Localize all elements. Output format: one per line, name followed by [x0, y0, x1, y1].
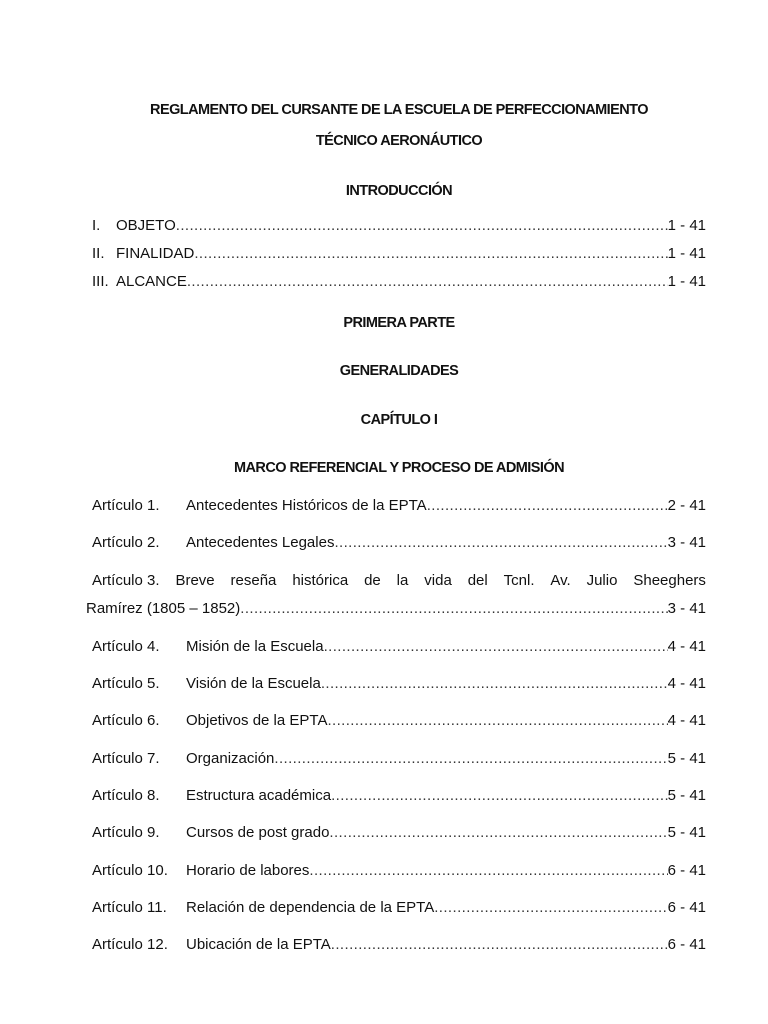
toc-article-title-word: Breve	[175, 572, 215, 589]
toc-article-number: Artículo 4.	[92, 638, 160, 655]
toc-leader-dots	[176, 215, 668, 237]
toc-article-number: Artículo 12.	[92, 936, 168, 953]
toc-page-ref: 6 - 41	[667, 899, 706, 916]
toc-article-title-continuation: Ramírez (1805 – 1852)	[86, 600, 241, 617]
toc-article-title: Relación de dependencia de la EPTA	[186, 899, 435, 916]
toc-page-ref: 6 - 41	[667, 862, 706, 879]
toc-article-item[interactable]	[92, 636, 706, 658]
toc-page-ref: 3 - 41	[667, 600, 706, 617]
toc-leader-dots	[329, 822, 667, 844]
toc-article-number: Artículo 7.	[92, 750, 160, 767]
toc-page-ref: 6 - 41	[667, 936, 706, 953]
toc-article-title: Antecedentes Históricos de la EPTA	[186, 497, 427, 514]
toc-page-ref: 1 - 41	[667, 273, 706, 290]
toc-leader-dots	[331, 934, 668, 956]
toc-article-item-wrapped[interactable]	[92, 570, 706, 592]
toc-leader-dots	[187, 271, 668, 293]
toc-item-title: OBJETO	[116, 217, 176, 234]
toc-article-title: Organización	[186, 750, 275, 767]
toc-article-item[interactable]	[92, 822, 706, 844]
document-title-line-1: REGLAMENTO DEL CURSANTE DE LA ESCUELA DE PERFECCIONAMIENTO	[150, 102, 648, 118]
toc-intro-item[interactable]	[92, 271, 706, 293]
toc-article-title-word: Julio	[586, 572, 618, 589]
toc-article-number: Artículo 9.	[92, 824, 160, 841]
toc-article-number: Artículo 2.	[92, 534, 160, 551]
toc-article-title-word: vida	[424, 572, 452, 589]
toc-page-ref: 5 - 41	[667, 824, 706, 841]
toc-article-title-word: Tcnl.	[503, 572, 535, 589]
toc-article-title-word: histórica	[292, 572, 349, 589]
toc-article-item[interactable]	[92, 748, 706, 770]
toc-article-title-word: del	[467, 572, 488, 589]
toc-article-title-word: reseña	[230, 572, 277, 589]
toc-item-title: ALCANCE	[116, 273, 187, 290]
toc-article-number: Artículo 10.	[92, 862, 168, 879]
toc-page-ref: 4 - 41	[667, 638, 706, 655]
toc-page-ref: 2 - 41	[667, 497, 706, 514]
toc-article-item[interactable]	[92, 785, 706, 807]
toc-article-number: Artículo 1.	[92, 497, 160, 514]
toc-article-item[interactable]	[92, 532, 706, 554]
toc-item-number: II.	[92, 245, 105, 262]
toc-leader-dots	[194, 243, 667, 265]
toc-intro-item[interactable]	[92, 215, 706, 237]
introduction-heading: INTRODUCCIÓN	[345, 183, 453, 199]
toc-leader-dots	[324, 636, 668, 658]
toc-article-item[interactable]	[92, 710, 706, 732]
toc-article-title: Estructura académica	[186, 787, 332, 804]
toc-page-ref: 1 - 41	[667, 245, 706, 262]
chapter-title: MARCO REFERENCIAL Y PROCESO DE ADMISIÓN	[233, 460, 565, 476]
toc-article-title: Horario de labores	[186, 862, 310, 879]
toc-page-ref: 3 - 41	[667, 534, 706, 551]
toc-leader-dots	[327, 710, 667, 732]
toc-article-title: Cursos de post grado	[186, 824, 330, 841]
part-heading: PRIMERA PARTE	[343, 315, 455, 331]
toc-article-title: Antecedentes Legales	[186, 534, 335, 551]
toc-article-item[interactable]	[92, 897, 706, 919]
toc-page-ref: 1 - 41	[667, 217, 706, 234]
toc-article-item[interactable]	[92, 860, 706, 882]
part-subheading: GENERALIDADES	[339, 363, 459, 379]
chapter-heading: CAPÍTULO I	[360, 412, 438, 428]
toc-leader-dots	[274, 748, 667, 770]
toc-article-title-word: Av.	[550, 572, 571, 589]
toc-leader-dots	[434, 897, 667, 919]
toc-article-title-word: Sheeghers	[633, 572, 706, 589]
toc-article-number: Artículo 11.	[92, 899, 167, 916]
toc-leader-dots	[334, 532, 667, 554]
toc-page-ref: 5 - 41	[667, 787, 706, 804]
toc-item-title: FINALIDAD	[116, 245, 195, 262]
toc-article-title-word: la	[396, 572, 409, 589]
toc-page-ref: 4 - 41	[667, 712, 706, 729]
toc-intro-item[interactable]	[92, 243, 706, 265]
toc-article-item-continuation[interactable]	[86, 598, 706, 620]
toc-leader-dots	[240, 598, 667, 620]
toc-item-number: I.	[92, 217, 101, 234]
toc-article-item[interactable]	[92, 673, 706, 695]
toc-article-title: Misión de la Escuela	[186, 638, 324, 655]
toc-article-title: Objetivos de la EPTA	[186, 712, 328, 729]
toc-article-number: Artículo 6.	[92, 712, 160, 729]
toc-page-ref: 4 - 41	[667, 675, 706, 692]
document-title-line-2: TÉCNICO AERONÁUTICO	[315, 133, 483, 149]
toc-leader-dots	[331, 785, 668, 807]
toc-article-item[interactable]	[92, 934, 706, 956]
toc-item-number: III.	[92, 273, 109, 290]
toc-article-number: Artículo 5.	[92, 675, 160, 692]
document-page	[86, 0, 706, 1024]
toc-article-item[interactable]	[92, 495, 706, 517]
toc-article-title-word: de	[364, 572, 381, 589]
toc-article-number: Artículo 3.	[92, 572, 160, 589]
toc-leader-dots	[427, 495, 668, 517]
toc-page-ref: 5 - 41	[667, 750, 706, 767]
toc-leader-dots	[321, 673, 668, 695]
toc-article-title: Ubicación de la EPTA	[186, 936, 331, 953]
toc-article-number: Artículo 8.	[92, 787, 160, 804]
toc-article-title: Visión de la Escuela	[186, 675, 321, 692]
toc-leader-dots	[309, 860, 667, 882]
